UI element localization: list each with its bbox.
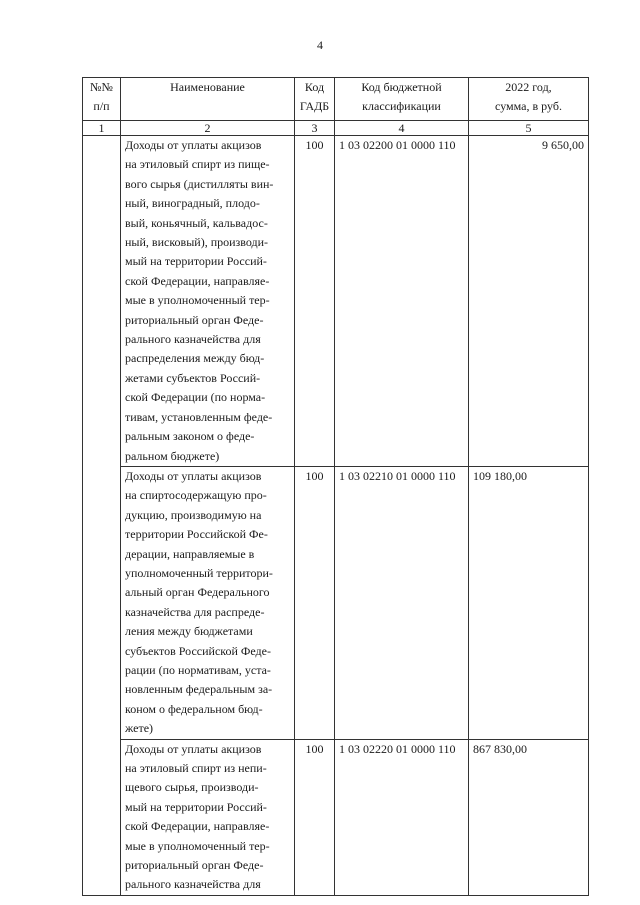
row-name-cell: Доходы от уплаты акцизов на этиловый спирт из пище- вого сырья (дистилляты вин- ный, виноградный, плодо- вый, коньячный, кальвадос- ный, висковый), производи- мый на территории Россий- ской Федерации, направляе- мые в уполномоченный тер- риториальный орган Феде- рального казначейства для распределения между бюд- жетами субъектов Россий- ской Федерации (по норма- тивам, установленным феде- ральным законом о феде- ральном бюджете) — [121, 136, 295, 467]
table-row — [83, 136, 589, 467]
column-header-gadb: Код ГАДБ — [295, 78, 335, 121]
row-gadb-cell: 100 — [295, 739, 335, 895]
column-header-kbk: Код бюджетной классификации — [335, 78, 469, 121]
column-number: 3 — [295, 121, 335, 136]
table-row — [83, 739, 589, 895]
row-name-cell: Доходы от уплаты акцизов на спиртосодержащую про- дукцию, производимую на территории Российской Фе- дерации, направляемые в уполномоченный территори- альный орган Федерального казначейства для распреде- ления между бюджетами субъектов Российской Феде- рации (по нормативам, уста- новленным федеральным за- коном о федеральном бюд- жете) — [121, 466, 295, 739]
column-header-sum: 2022 год, сумма, в руб. — [469, 78, 589, 121]
row-sum-cell: 9 650,00 — [469, 136, 589, 467]
row-sum-cell: 109 180,00 — [469, 466, 589, 739]
page-number: 4 — [317, 38, 323, 52]
column-header-name: Наименование — [121, 78, 295, 121]
column-number: 5 — [469, 121, 589, 136]
row-sum-cell: 867 830,00 — [469, 739, 589, 895]
column-number-row — [83, 121, 589, 136]
row-kbk-cell: 1 03 02220 01 0000 110 — [335, 739, 469, 895]
column-number: 1 — [83, 121, 121, 136]
column-header-number: №№ п/п — [83, 78, 121, 121]
row-gadb-cell: 100 — [295, 136, 335, 467]
row-kbk-cell: 1 03 02210 01 0000 110 — [335, 466, 469, 739]
row-gadb-cell: 100 — [295, 466, 335, 739]
row-name-cell: Доходы от уплаты акцизов на этиловый спирт из непи- щевого сырья, производи- мый на территории Россий- ской Федерации, направляе- мые в уполномоченный тер- риториальный орган Феде- рального казначейства для — [121, 739, 295, 895]
table-header-row — [83, 78, 589, 121]
budget-table — [82, 77, 589, 896]
column-number: 2 — [121, 121, 295, 136]
column-number: 4 — [335, 121, 469, 136]
row-number-cell — [83, 136, 121, 896]
table-row — [83, 466, 589, 739]
row-kbk-cell: 1 03 02200 01 0000 110 — [335, 136, 469, 467]
